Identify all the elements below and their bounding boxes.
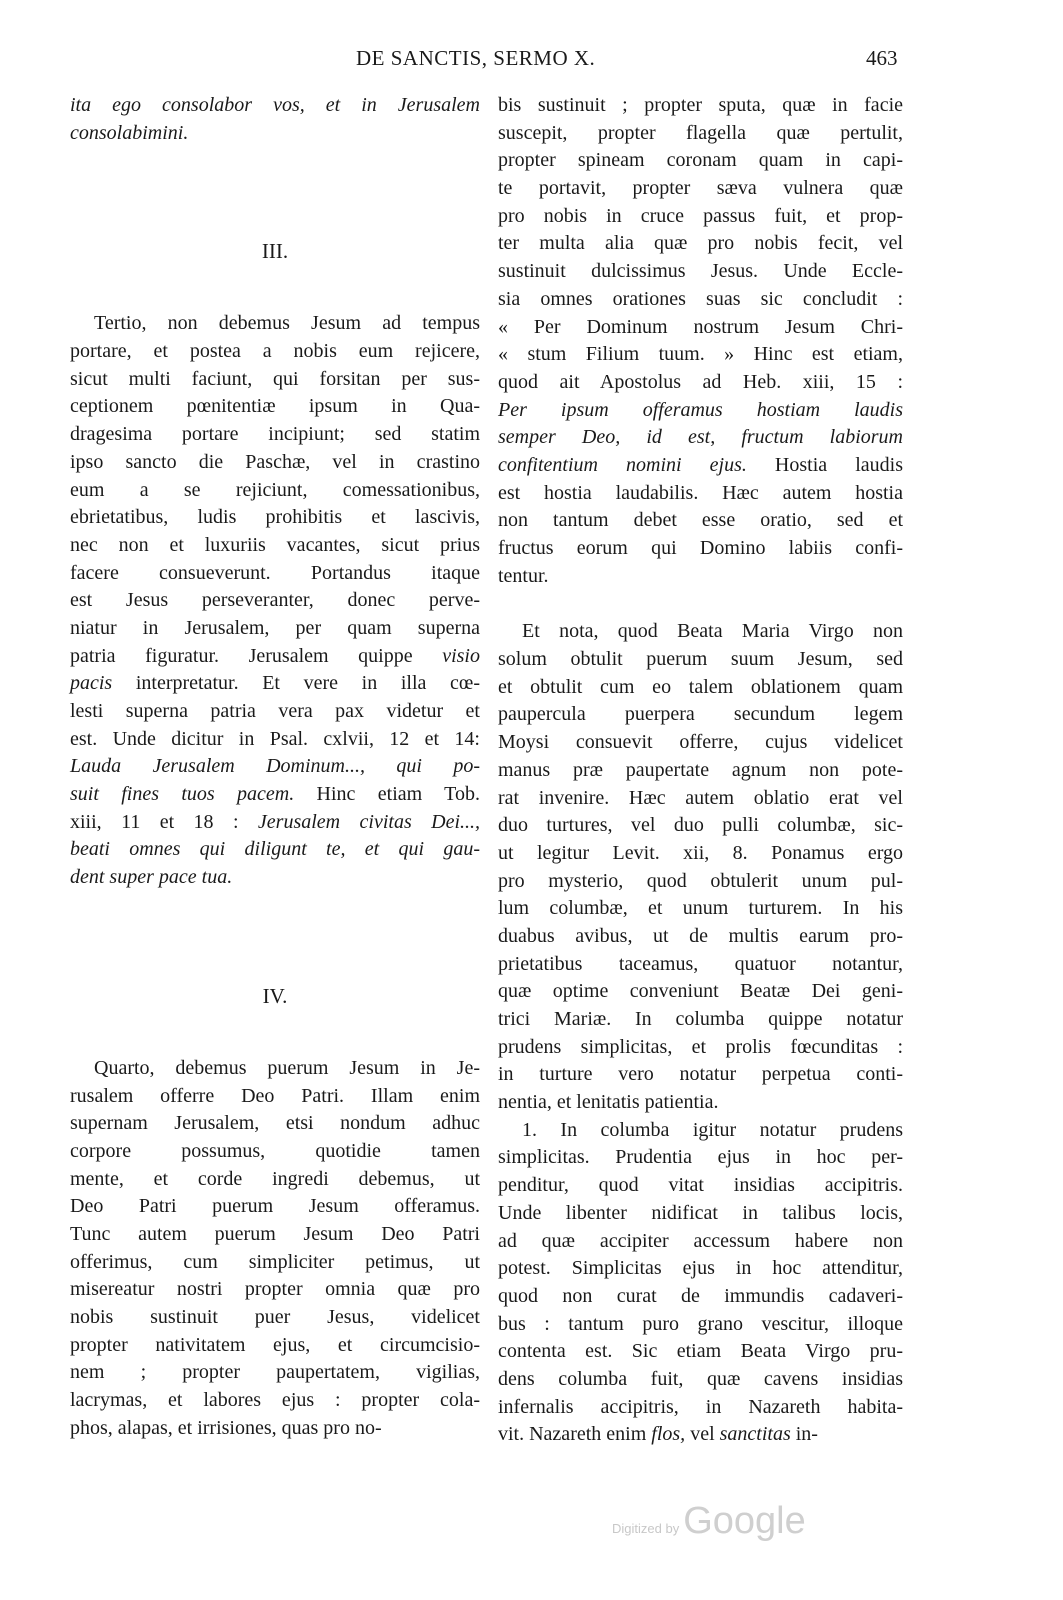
text-run: nec non et luxuriis vacantes, sicut prius	[70, 533, 480, 556]
italic-text: ita ego consolabor vos, et in Jerusalem	[70, 94, 480, 116]
text-line	[70, 1332, 480, 1360]
text-line	[498, 1228, 903, 1256]
italic-text: visio	[442, 644, 480, 667]
text-line	[70, 864, 480, 892]
section-heading-3: III.	[261, 239, 289, 264]
text-line	[70, 1249, 480, 1277]
text-line	[498, 258, 903, 286]
text-line	[498, 757, 903, 785]
text-line	[498, 812, 903, 840]
text-line	[498, 868, 903, 896]
right-column	[498, 92, 903, 1449]
text-line	[498, 701, 903, 729]
text-line	[70, 1166, 480, 1194]
text-line	[498, 286, 903, 314]
text-line	[70, 477, 480, 505]
text-run: rat invenire. Hæc autem oblatio erat vel	[498, 786, 903, 809]
italic-text: pacis	[70, 672, 113, 695]
text-run: in-	[790, 1423, 818, 1446]
text-run: portare, et postea a nobis eum rejicere,	[70, 340, 480, 363]
text-line	[498, 507, 903, 535]
text-run: in turture vero notatur perpetua conti-	[498, 1063, 903, 1086]
text-line	[498, 1034, 903, 1062]
text-line	[498, 341, 903, 369]
text-line	[70, 670, 480, 698]
text-run: xiii, 11 et 18 :	[70, 810, 258, 833]
text-line	[70, 809, 480, 837]
text-run: bis sustinuit ; propter sputa, quæ in facie	[498, 94, 903, 116]
text-line	[70, 366, 480, 394]
text-line	[70, 120, 480, 148]
italic-text: Lauda Jerusalem Dominum..., qui po-	[70, 755, 480, 778]
text-run: ipso sancto die Paschæ, vel in crastino	[70, 450, 480, 473]
text-run: Tunc autem puerum Jesum Deo Patri	[70, 1222, 480, 1245]
intro-text	[70, 92, 480, 147]
text-run: offerimus, cum simpliciter petimus, ut	[70, 1250, 480, 1273]
text-line	[498, 840, 903, 868]
text-run: Moysi consuevit offerre, cujus videlicet	[498, 731, 903, 754]
page-number: 463	[866, 46, 898, 70]
text-run: simplicitas. Prudentia ejus in hoc per-	[498, 1146, 903, 1169]
text-run: dens columba fuit, quæ cavens insidias	[498, 1367, 903, 1390]
italic-text: sanctitas	[719, 1423, 791, 1446]
text-line	[70, 92, 480, 120]
text-line	[498, 646, 903, 674]
text-run: pro mysterio, quod obtulerit unum pul-	[498, 869, 903, 892]
text-line	[70, 1304, 480, 1332]
text-run: Et nota, quod Beata Maria Virgo non	[522, 620, 903, 643]
text-run: trici Mariæ. In columba quippe notatur	[498, 1008, 903, 1030]
text-run: est. Unde dicitur in Psal. cxlvii, 12 et 14:	[70, 727, 480, 750]
text-line	[70, 698, 480, 726]
text-run: propter spineam coronam quam in capi-	[498, 149, 903, 172]
text-run: nem ; propter paupertatem, vigilias,	[70, 1361, 480, 1384]
text-run: facere consueverunt. Portandus itaque	[70, 561, 480, 584]
text-run: Hostia laudis	[746, 453, 903, 476]
text-run: contenta est. Sic etiam Beata Virgo pru-	[498, 1340, 903, 1363]
text-line	[498, 951, 903, 979]
text-run: lum columbæ, et unum turturem. In his	[498, 897, 903, 920]
text-line	[70, 504, 480, 532]
left-column	[70, 92, 480, 1442]
text-line	[498, 397, 903, 425]
text-run: supernam Jerusalem, etsi nondum adhuc	[70, 1112, 480, 1135]
italic-text: semper Deo, id est, fructum labiorum	[498, 426, 903, 449]
text-run: et obtulit cum eo talem oblationem quam	[498, 675, 903, 698]
text-run: ceptionem pœnitentiæ ipsum in Qua-	[70, 395, 480, 418]
text-line	[498, 563, 903, 591]
digitized-label: Digitized by	[612, 1521, 680, 1536]
text-run: infernalis accipitris, in Nazareth habita-	[498, 1395, 903, 1418]
text-run: Quarto, debemus puerum Jesum in Je-	[94, 1056, 480, 1079]
text-line	[498, 618, 903, 646]
text-line	[498, 1200, 903, 1228]
text-run: nobis sustinuit puer Jesus, videlicet	[70, 1306, 480, 1328]
text-line	[70, 1221, 480, 1249]
text-line	[70, 1415, 480, 1443]
italic-text: dent super pace tua.	[70, 866, 233, 889]
paragraph-columba	[498, 1117, 903, 1449]
text-line	[498, 424, 903, 452]
italic-text: confitentium nomini ejus.	[498, 453, 747, 476]
text-line	[70, 1083, 480, 1111]
text-run: rusalem offerre Deo Patri. Illam enim	[70, 1084, 480, 1107]
text-run: propter nativitatem ejus, et circumcisio-	[70, 1333, 480, 1356]
text-run: ter multa alia quæ pro nobis fecit, vel	[498, 232, 903, 255]
text-run: non tantum debet esse oratio, sed et	[498, 509, 903, 532]
text-run: lesti superna patria vera pax videtur et	[70, 700, 480, 722]
text-line	[70, 1138, 480, 1166]
text-run: solum obtulit puerum suum Jesum, sed	[498, 648, 903, 671]
text-run: mente, et corde ingredi debemus, ut	[70, 1167, 480, 1190]
text-line	[70, 421, 480, 449]
text-line	[70, 1055, 480, 1083]
text-run: vel	[685, 1423, 720, 1446]
text-line	[498, 729, 903, 757]
spacer	[498, 590, 903, 618]
text-line	[498, 314, 903, 342]
text-run: phos, alapas, et irrisiones, quas pro no-	[70, 1416, 382, 1439]
text-run: nentia, et lenitatis patientia.	[498, 1091, 719, 1114]
text-line	[498, 230, 903, 258]
running-title: DE SANCTIS, SERMO X.	[356, 46, 596, 70]
text-line	[70, 1359, 480, 1387]
text-run: ebrietatibus, ludis prohibitis et lascivis,	[70, 506, 480, 529]
text-line	[498, 92, 903, 120]
text-line	[498, 895, 903, 923]
text-line	[498, 1255, 903, 1283]
text-run: vit. Nazareth enim	[498, 1423, 652, 1446]
text-run: duo turtures, vel duo pulli columbæ, sic-	[498, 814, 903, 837]
italic-text: Jerusalem civitas Dei...,	[257, 810, 481, 833]
text-line	[70, 560, 480, 588]
spacer	[70, 147, 480, 239]
text-run: corpore possumus, quotidie tamen	[70, 1139, 480, 1162]
text-run: quod ait Apostolus ad Heb. xiii, 15 :	[498, 370, 903, 393]
text-line	[498, 1061, 903, 1089]
text-line	[498, 1283, 903, 1311]
text-run: paupercula puerpera secundum legem	[498, 703, 903, 726]
text-line	[498, 480, 903, 508]
google-logo-text: Google	[683, 1500, 806, 1542]
text-line	[70, 393, 480, 421]
text-run: penditur, quod vitat insidias accipitris.	[498, 1174, 903, 1197]
text-line	[498, 1172, 903, 1200]
text-line	[70, 1387, 480, 1415]
spacer	[70, 1009, 480, 1055]
text-run: misereatur nostri propter omnia quæ pro	[70, 1278, 480, 1301]
text-run: te portavit, propter sæva vulnera quæ	[498, 177, 903, 200]
text-line	[498, 452, 903, 480]
text-line	[70, 781, 480, 809]
text-line	[70, 532, 480, 560]
text-run: 1. In columba igitur notatur prudens	[522, 1118, 903, 1141]
paragraph-3	[70, 310, 480, 891]
text-line	[498, 369, 903, 397]
text-run: sia omnes orationes suas sic concludit :	[498, 287, 903, 310]
text-line	[70, 1110, 480, 1138]
text-run: Tertio, non debemus Jesum ad tempus	[94, 312, 480, 335]
text-line	[70, 643, 480, 671]
text-line	[498, 1394, 903, 1422]
text-line	[70, 753, 480, 781]
text-line	[498, 1421, 903, 1449]
paragraph-4	[70, 1055, 480, 1443]
text-line	[498, 674, 903, 702]
text-line	[498, 923, 903, 951]
text-run: suscepit, propter flagella quæ pertulit,	[498, 121, 903, 144]
text-line	[498, 1311, 903, 1339]
text-run: Unde libenter nidificat in talibus locis,	[498, 1201, 903, 1224]
text-run: prietatibus taceamus, quatuor notantur,	[498, 952, 903, 975]
text-run: tentur.	[498, 564, 549, 587]
text-line	[498, 1117, 903, 1145]
text-line	[70, 615, 480, 643]
text-run: patria figuratur. Jerusalem quippe	[70, 644, 443, 667]
text-run: bus : tantum puro grano vescitur, illoque	[498, 1312, 903, 1335]
text-line	[498, 978, 903, 1006]
text-run: lacrymas, et labores ejus : propter cola-	[70, 1389, 480, 1412]
text-line	[498, 785, 903, 813]
text-run: « stum Filium tuum. » Hinc est etiam,	[498, 343, 903, 366]
italic-text: beati omnes qui diligunt te, et qui gau-	[70, 838, 480, 861]
italic-text: suit fines tuos pacem.	[70, 783, 295, 806]
text-run: interpretatur. Et vere in illa cœ-	[112, 672, 480, 695]
text-run: prudens simplicitas, et prolis fœcunditas :	[498, 1035, 903, 1058]
text-run: quæ optime conveniunt Beatæ Dei geni-	[498, 980, 903, 1003]
text-run: sicut multi faciunt, qui forsitan per sus-	[70, 367, 480, 390]
text-run: sustinuit dulcissimus Jesus. Unde Eccle-	[498, 260, 903, 283]
section-heading-4: IV.	[262, 983, 288, 1008]
text-line	[498, 120, 903, 148]
text-run: Hinc etiam Tob.	[294, 783, 480, 806]
paragraph-et-nota	[498, 618, 903, 1116]
text-run: potest. Simplicitas ejus in hoc attenditur,	[498, 1257, 903, 1280]
italic-text: flos,	[651, 1423, 686, 1446]
text-line	[498, 1144, 903, 1172]
spacer	[70, 892, 480, 984]
text-line	[70, 1276, 480, 1304]
text-run: dragesima portare incipiunt; sed statim	[70, 423, 480, 446]
digitized-watermark	[612, 1500, 806, 1543]
text-run: eum a se rejiciunt, comessationibus,	[70, 478, 480, 501]
text-line	[498, 535, 903, 563]
text-run: manus præ paupertate agnum non pote-	[498, 758, 903, 781]
text-line	[498, 1089, 903, 1117]
text-run: ut legitur Levit. xii, 8. Ponamus ergo	[498, 841, 903, 864]
text-run: ad quæ accipiter accessum habere non	[498, 1229, 903, 1252]
text-run: pro nobis in cruce passus fuit, et prop-	[498, 204, 903, 227]
text-line	[70, 338, 480, 366]
paragraph-continued	[498, 92, 903, 590]
italic-text: consolabimini.	[70, 121, 189, 144]
text-line	[498, 1338, 903, 1366]
text-line	[498, 175, 903, 203]
text-run: « Per Dominum nostrum Jesum Chri-	[498, 315, 903, 338]
text-line	[498, 1366, 903, 1394]
text-run: Deo Patri puerum Jesum offeramus.	[70, 1195, 480, 1218]
text-line	[70, 726, 480, 754]
text-run: fructus eorum qui Domino labiis confi-	[498, 537, 903, 559]
text-line	[70, 587, 480, 615]
text-line	[498, 147, 903, 175]
text-line	[498, 203, 903, 231]
text-run: quod non curat de immundis cadaveri-	[498, 1284, 903, 1307]
text-run: duabus avibus, ut de multis earum pro-	[498, 924, 903, 947]
italic-text: Per ipsum offeramus hostiam laudis	[498, 398, 903, 421]
text-line	[70, 836, 480, 864]
spacer	[70, 264, 480, 310]
text-line	[70, 310, 480, 338]
text-run: est hostia laudabilis. Hæc autem hostia	[498, 481, 903, 504]
text-run: niatur in Jerusalem, per quam superna	[70, 616, 480, 639]
text-line	[70, 1193, 480, 1221]
text-run: est Jesus perseveranter, donec perve-	[70, 589, 480, 612]
text-line	[498, 1006, 903, 1034]
text-line	[70, 449, 480, 477]
